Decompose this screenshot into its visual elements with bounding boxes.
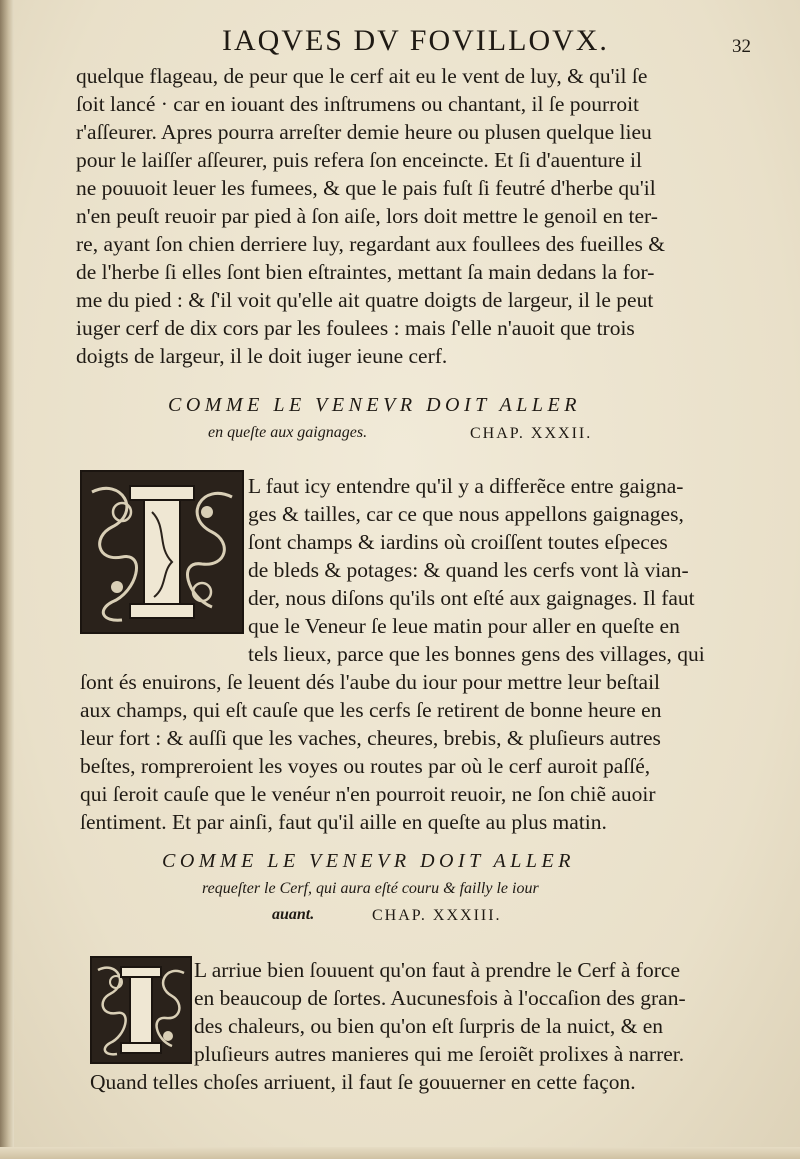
text-line: n'en peuſt reuoir par pied à ſon aiſe, lors doit mettre le genoil en ter- xyxy=(76,204,658,228)
running-head: IAQVES DV FOVILLOVX. xyxy=(222,24,609,57)
decorated-initial xyxy=(90,956,192,1064)
text-line: leur fort : & auſſi que les vaches, cheures, brebis, & pluſieurs autres xyxy=(80,726,661,750)
text-line: ſont és enuirons, ſe leuent dés l'aube du iour pour mettre leur beſtail xyxy=(80,670,661,694)
text-line: de bleds & potages: & quand les cerfs vont là vian- xyxy=(248,558,689,582)
text-line: r'aſſeurer. Apres pourra arreſter demie heure ou plusen quelque lieu xyxy=(76,120,652,144)
text-line: Quand telles choſes arriuent, il faut ſe gouuerner en cette façon. xyxy=(90,1070,636,1094)
page-edge xyxy=(0,1147,800,1159)
chapter-title: COMME LE VENEVR DOIT ALLER xyxy=(168,394,581,416)
text-line: L arriue bien ſouuent qu'on faut à prendre le Cerf à force xyxy=(194,958,681,982)
chapter-number: CHAP. XXXIII. xyxy=(372,907,502,924)
text-line: me du pied : & ſ'il voit qu'elle ait quatre doigts de largeur, il le peut xyxy=(76,288,654,312)
ornament-icon xyxy=(92,958,190,1062)
chapter-title: COMME LE VENEVR DOIT ALLER xyxy=(162,850,575,872)
text-line: en beaucoup de ſortes. Aucunesfois à l'occaſion des gran- xyxy=(194,986,686,1010)
text-line: der, nous diſons qu'ils ont eſté aux gaignages. Il faut xyxy=(248,586,695,610)
page-number: 32 xyxy=(732,36,751,57)
text-line: aux champs, qui eſt cauſe que les cerfs ſe retirent de bonne heure en xyxy=(80,698,662,722)
chapter-number: CHAP. XXXII. xyxy=(470,425,593,442)
text-line: tels lieux, parce que les bonnes gens des villages, qui xyxy=(248,642,705,666)
text-line: re, ayant ſon chien derriere luy, regardant aux foullees des fueilles & xyxy=(76,232,666,256)
text-line: des chaleurs, ou bien qu'on eſt ſurpris de la nuict, & en xyxy=(194,1014,663,1038)
text-line: quelque flageau, de peur que le cerf ait eu le vent de luy, & qu'il ſe xyxy=(76,64,648,88)
text-line: qui ſeroit cauſe que le venéur n'en pourroit reuoir, ne ſon chiẽ auoir xyxy=(80,782,656,806)
chapter-subtitle: auant. xyxy=(272,906,315,923)
text-line: pluſieurs autres manieres qui me ſeroiẽt prolixes à narrer. xyxy=(194,1042,685,1066)
chapter-subtitle: en queſte aux gaignages. xyxy=(208,424,368,441)
text-line: doigts de largeur, il le doit iuger ieune cerf. xyxy=(76,344,448,368)
text-line: ſont champs & iardins où croiſſent toutes eſpeces xyxy=(248,530,668,554)
text-line: ſentiment. Et par ainſi, faut qu'il aille en queſte au plus matin. xyxy=(80,810,607,834)
text-line: ne pouuoit leuer les fumees, & que le pais fuſt ſi feutré d'herbe qu'il xyxy=(76,176,656,200)
text-line: beſtes, rompreroient les voyes ou routes par où le cerf auroit paſſé, xyxy=(80,754,651,778)
text-line: ges & tailles, car ce que nous appellons gaignages, xyxy=(248,502,684,526)
text-line: L faut icy entendre qu'il y a differẽce entre gaigna- xyxy=(248,474,684,498)
text-line: de l'herbe ſi elles ſont bien eſtraintes, mettant ſa main dedans la for- xyxy=(76,260,655,284)
text-line: iuger cerf de dix cors par les foulees : mais ſ'elle n'auoit que trois xyxy=(76,316,635,340)
text-line: que le Veneur ſe leue matin pour aller en queſte en xyxy=(248,614,680,638)
chapter-subtitle: requeſter le Cerf, qui aura eſté couru & failly le iour xyxy=(202,880,539,897)
text-line: pour le laiſſer aſſeurer, puis refera ſon enceincte. Et ſi d'auenture il xyxy=(76,148,642,172)
text-line: ſoit lancé · car en iouant des inſtrumens ou chantant, il ſe pourroit xyxy=(76,92,640,116)
